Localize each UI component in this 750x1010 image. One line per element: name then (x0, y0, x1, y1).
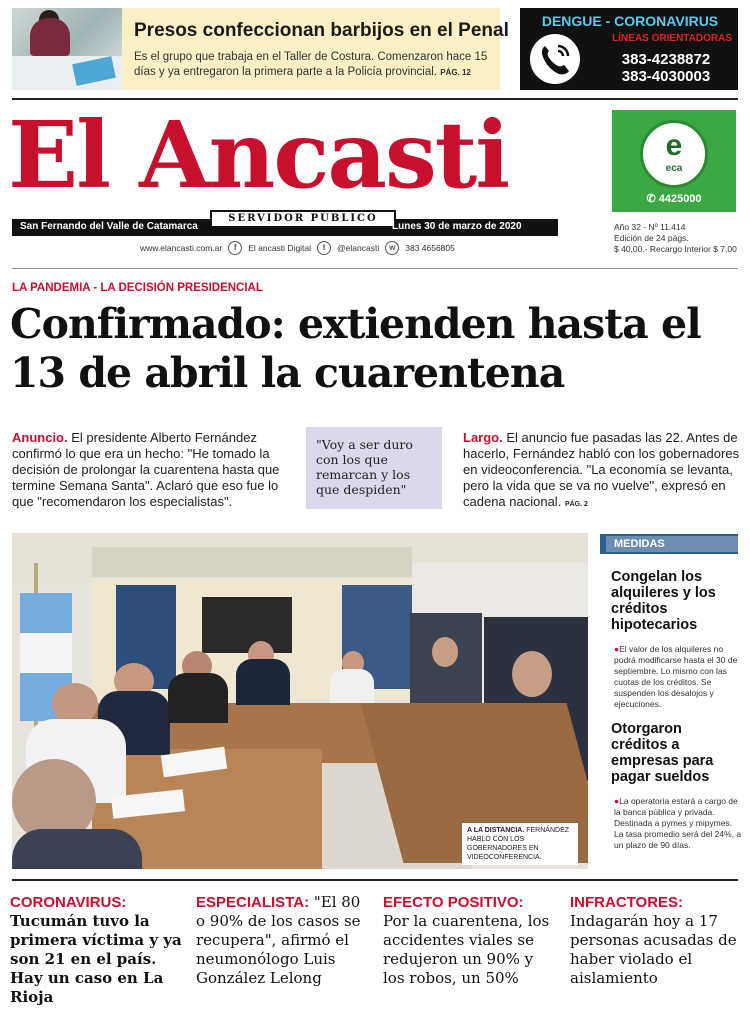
dengue-hotline-box (520, 8, 738, 90)
whatsapp-icon: w (385, 241, 399, 255)
teaser-photo (12, 8, 122, 90)
edition-price: $ 40,00.- Recargo Interior $ 7,00 (614, 244, 737, 254)
phone-icon (530, 34, 580, 84)
facebook-icon: f (228, 241, 242, 255)
col3-page-ref: PÁG. 2 (564, 501, 588, 508)
header-divider (12, 268, 738, 269)
brief-text: Por la cuarentena, los accidentes viales se redujeron un 90% y los robos, un 50% (383, 912, 550, 987)
lead-headline[interactable]: Confirmado: extienden hasta el 13 de abril la cuarentena (10, 300, 701, 397)
teaser-title[interactable]: Presos confeccionan barbijos en el Penal (134, 20, 509, 41)
lead-kicker: LA PANDEMIA - LA DECISIÓN PRESIDENCIAL (12, 282, 263, 294)
masthead-date: Lunes 30 de marzo de 2020 (392, 221, 522, 232)
brief-label: CORONAVIRUS: (10, 894, 127, 911)
brief-efecto-positivo[interactable] (383, 893, 555, 988)
dengue-phone-1[interactable]: 383-4238872 (621, 51, 711, 68)
sidebar-item-1-text: ●El valor de los alquileres no podrá modificarse hasta el 30 de septiembre. Lo mismo con las cuotas de los créditos. Se suspenden los desalojos y ejecuciones. (614, 644, 738, 709)
teaser-text: Es el grupo que trabaja en el Taller de Costura. Comenzaron hace 15 días y ya entregaron la primera parte a la Policía provincial. PÁG. 12 (134, 51, 488, 78)
eca-logo-letter: e (665, 129, 683, 162)
brief-text: Indagarán hoy a 17 personas acusadas de haber violado el aislamiento (570, 912, 737, 987)
sidebar-item-2-text: ●La operatoria estará a cargo de la banca pública y privada. Destinada a pymes y mipymes. La tasa promedio será del 24%, a un plazo de 90 días. (614, 796, 742, 850)
sidebar-label: MEDIDAS (600, 534, 738, 554)
photo-caption-label: A LA DISTANCIA. (467, 827, 525, 834)
twitter-link[interactable]: @elancasti (337, 243, 380, 253)
brief-infractores[interactable] (570, 893, 742, 988)
whatsapp-number[interactable]: 383 4656805 (405, 243, 455, 253)
eca-logo (640, 120, 708, 188)
dengue-phone-2[interactable]: 383-4030003 (621, 68, 711, 85)
lead-column-1: Anuncio. El presidente Alberto Fernández confirmó lo que era un hecho: "He tomado la decisión de prolongar la cuarentena hasta que termine Semana Santa". Aclaró que eso fue lo que "recomendaron los especialistas". (12, 430, 280, 509)
photo-caption: A LA DISTANCIA. FERNÁNDEZ HABLÓ CON LOS GOBERNADORES EN VIDEOCONFERENCIA. (462, 823, 578, 865)
dengue-subtitle: LÍNEAS ORIENTADORAS (612, 33, 732, 44)
masthead-slogan: SERVIDOR PÚBLICO (210, 210, 396, 228)
eca-logo-word: eca (665, 163, 683, 174)
brief-text: Tucumán tuvo la primera víctima y ya son 21 en el país. Hay un caso en La Rioja (10, 912, 182, 1006)
bottom-divider (12, 879, 738, 881)
brief-coronavirus[interactable] (10, 893, 182, 1007)
edition-pages: Edición de 24 págs. (614, 233, 689, 243)
lead-photo (12, 533, 588, 869)
brief-especialista[interactable] (196, 893, 368, 988)
eca-phone: ✆ 4425000 (646, 193, 702, 205)
twitter-icon: t (317, 241, 331, 255)
brief-label: EFECTO POSITIVO: (383, 894, 524, 911)
lead-quote: "Voy a ser duro con los que remarcan y los que despiden" (306, 427, 442, 509)
contact-line (140, 241, 455, 255)
brief-label: INFRACTORES: (570, 894, 684, 911)
edition-number: Año 32 - Nº 11.414 (614, 222, 686, 232)
teaser-page-ref: PÁG. 12 (440, 68, 471, 77)
dengue-title: DENGUE - CORONAVIRUS (541, 13, 719, 29)
col1-label: Anuncio. (12, 430, 68, 445)
sidebar-item-1-headline[interactable]: Congelan los alquileres y los créditos hipotecarios (611, 569, 716, 633)
website-link[interactable]: www.elancasti.com.ar (140, 243, 223, 253)
teaser-box[interactable] (12, 8, 509, 90)
masthead-city: San Fernando del Valle de Catamarca (20, 221, 198, 232)
masthead-logo[interactable]: El Ancasti (8, 101, 509, 209)
eca-advert[interactable] (612, 110, 736, 212)
lead-column-3: Largo. El anuncio fue pasadas las 22. Antes de hacerlo, Fernández habló con los gobernadores en videoconferencia. "La economía se levanta, pero la vida que se va no vuelve", expresó en cadena nacional. PÁG. 2 (463, 430, 740, 509)
masthead-tagbar (12, 213, 558, 236)
facebook-link[interactable]: El ancasti Digital (248, 243, 312, 253)
brief-text: ESPECIALISTA: "El 80 o 90% de los casos se recupera", afirmó el neumonólogo Luis González Lelong (196, 893, 361, 987)
col3-label: Largo. (463, 430, 503, 445)
sidebar-item-2-headline[interactable]: Otorgaron créditos a empresas para pagar sueldos (611, 721, 714, 785)
brief-label: ESPECIALISTA: (196, 894, 310, 911)
